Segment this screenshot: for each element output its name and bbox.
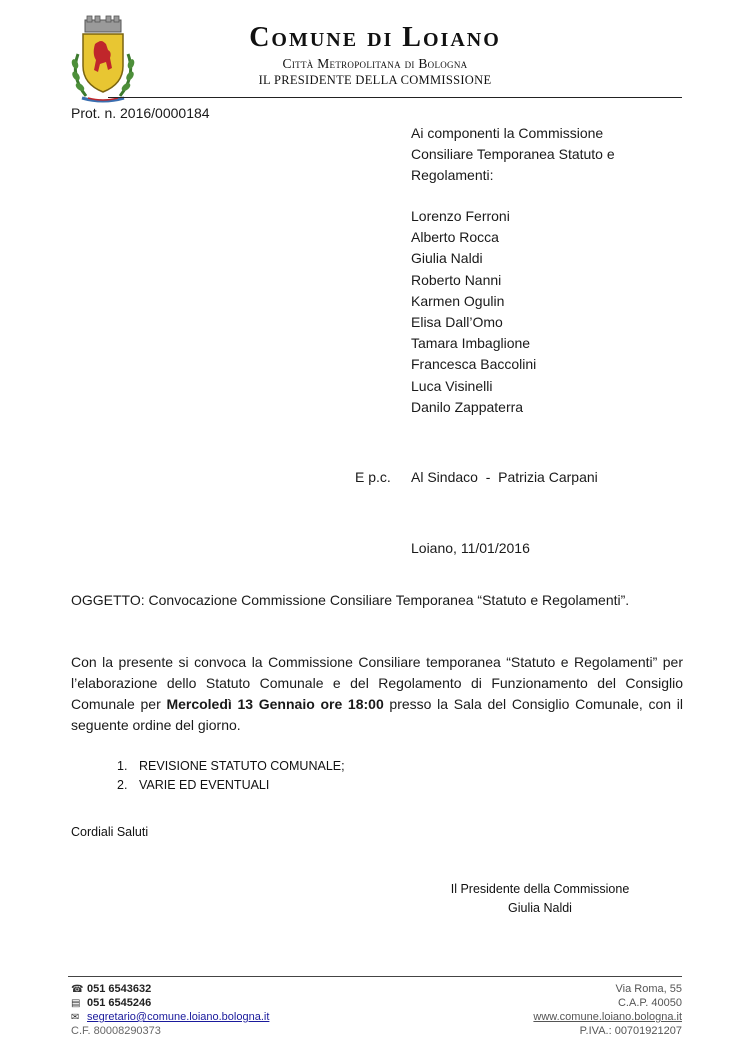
convocation-paragraph: [71, 652, 683, 736]
footer-address: [460, 982, 682, 1038]
cc-label: E p.c.: [355, 469, 391, 485]
fiscal-code: C.F. 80008290373: [71, 1025, 161, 1037]
recipient-name: Alberto Rocca: [411, 229, 499, 246]
fax-number: 051 6545246: [87, 997, 152, 1009]
metropolitan-city-subtitle: Città Metropolitana di Bologna: [282, 56, 468, 71]
protocol-number: Prot. n. 2016/0000184: [71, 105, 210, 121]
agenda-list: [117, 757, 345, 795]
recipient-name: Tamara Imbaglione: [411, 335, 531, 352]
header-divider: [108, 97, 682, 98]
recipients-intro-line: Regolamenti:: [411, 167, 494, 184]
street-address: Via Roma, 55: [615, 983, 682, 995]
subject-line: OGGETTO: Convocazione Commissione Consiliare Temporanea “Statuto e Regolamenti”.: [71, 592, 630, 608]
agenda-text: REVISIONE STATUTO COMUNALE;: [139, 759, 345, 773]
email-icon: ✉: [71, 1012, 80, 1023]
recipient-name: Roberto Nanni: [411, 271, 502, 288]
fax-icon: ▤: [71, 998, 81, 1009]
vat-number: P.IVA.: 00701921207: [579, 1025, 682, 1037]
recipients-intro: [411, 123, 681, 187]
signature-block: [430, 880, 650, 918]
recipient-name: Lorenzo Ferroni: [411, 208, 510, 224]
meeting-datetime: Mercoledì 13 Gennaio ore 18:00: [166, 696, 384, 712]
website-link[interactable]: www.comune.loiano.bologna.it: [533, 1011, 682, 1023]
paragraph-text: Con la presente si convoca la Commissione Consiliare temporanea “Statuto e Regolamenti” per l’elaborazione dello Statuto Comunale e del Regolamento di Funzionamento del Consiglio Comunale per: [71, 654, 683, 712]
municipality-title: Comune di Loiano: [249, 22, 501, 53]
footer-contacts: [71, 982, 269, 1038]
phone-icon: ☎: [71, 984, 84, 995]
agenda-item: [117, 776, 345, 795]
recipient-name: Danilo Zappaterra: [411, 398, 524, 415]
agenda-item: [117, 757, 345, 776]
footer-fax-row: [71, 996, 269, 1010]
agenda-number: 1.: [117, 759, 128, 773]
agenda-text: VARIE ED EVENTUALI: [139, 778, 270, 792]
agenda-number: 2.: [117, 778, 128, 792]
recipient-name: Luca Visinelli: [411, 377, 493, 394]
cc-recipient: Al Sindaco - Patrizia Carpani: [411, 469, 598, 485]
recipient-name: Elisa Dall’Omo: [411, 313, 503, 330]
paragraph-text: presso la Sala del Consiglio Comunale, con il seguente ordine del giorno.: [71, 696, 683, 733]
email-link[interactable]: segretario@comune.loiano.bologna.it: [87, 1011, 270, 1023]
signatory-name: Giulia Naldi: [508, 901, 572, 915]
recipient-names-list: [411, 206, 681, 418]
recipients-intro-line: Consiliare Temporanea Statuto e: [411, 146, 615, 163]
footer-divider: [68, 976, 682, 977]
phone-number: 051 6543632: [87, 983, 152, 995]
footer-email-row: [71, 1010, 269, 1024]
municipal-crest-logo: [68, 14, 138, 106]
postal-code: C.A.P. 40050: [617, 997, 682, 1009]
place-date: Loiano, 11/01/2016: [411, 540, 530, 556]
recipient-name: Karmen Ogulin: [411, 292, 505, 309]
office-subtitle: IL PRESIDENTE DELLA COMMISSIONE: [258, 73, 492, 87]
footer-phone-row: [71, 982, 269, 996]
signatory-role: Il Presidente della Commissione: [450, 882, 630, 896]
closing-greeting: Cordiali Saluti: [71, 825, 149, 839]
recipient-name: Giulia Naldi: [411, 250, 483, 267]
recipient-name: Francesca Baccolini: [411, 356, 537, 373]
recipients-intro-line: Ai componenti la Commissione: [411, 125, 604, 141]
